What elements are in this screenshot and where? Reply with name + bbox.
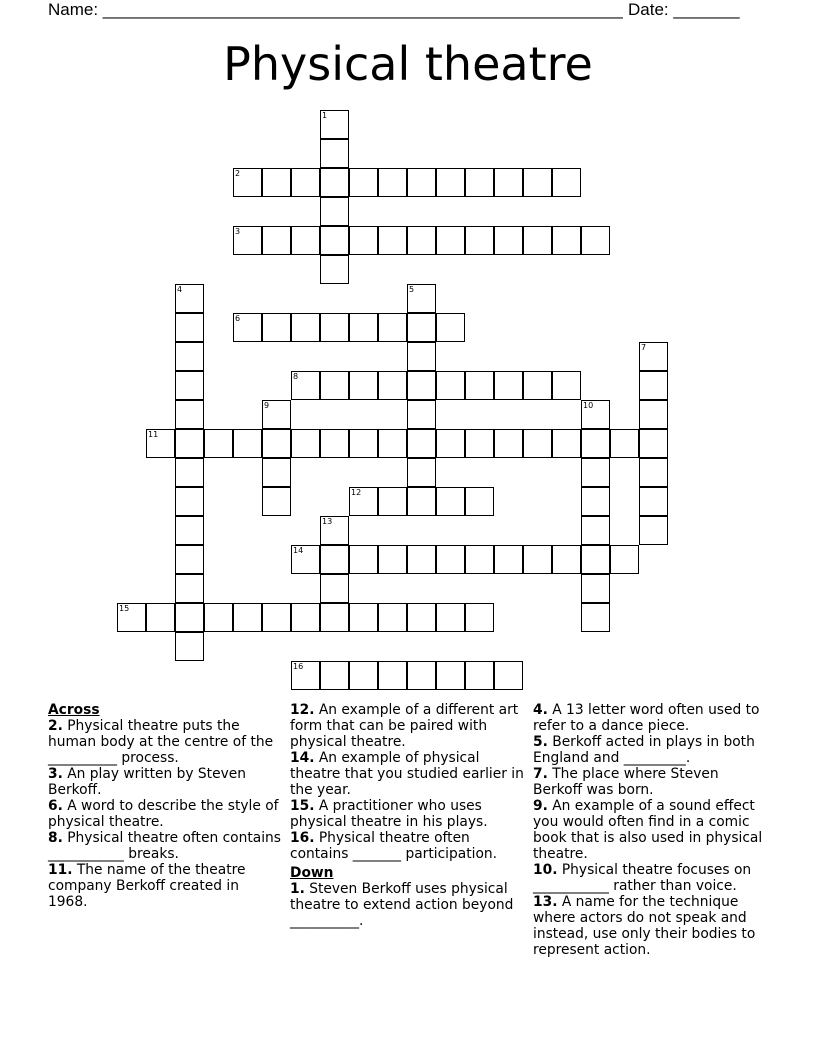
clue-text: The name of the theatre company Berkoff created in 1968. (48, 862, 246, 910)
grid-cell[interactable] (320, 139, 349, 168)
grid-cell[interactable] (349, 168, 378, 197)
grid-cell[interactable] (175, 458, 204, 487)
grid-cell[interactable] (407, 661, 436, 690)
down-heading: Down (290, 865, 334, 881)
clue-text: An play written by Steven Berkoff. (48, 766, 246, 798)
grid-cell[interactable] (320, 516, 349, 545)
cell-number: 15 (119, 604, 130, 613)
grid-cell[interactable] (523, 371, 552, 400)
grid-cell[interactable] (262, 226, 291, 255)
grid-cell[interactable] (291, 429, 320, 458)
grid-cell[interactable] (407, 429, 436, 458)
grid-cell[interactable] (349, 313, 378, 342)
grid-cell[interactable] (552, 168, 581, 197)
grid-cell[interactable] (465, 226, 494, 255)
clue-list-d (533, 702, 769, 958)
clue (48, 862, 282, 910)
clue-number: 7. (533, 766, 548, 782)
grid-cell[interactable] (175, 284, 204, 313)
grid-cell[interactable] (581, 574, 610, 603)
grid-cell[interactable] (552, 226, 581, 255)
grid-cell[interactable] (378, 313, 407, 342)
cell-number: 13 (322, 517, 333, 526)
grid-cell[interactable] (523, 545, 552, 574)
clue-number: 9. (533, 798, 548, 814)
clue-text: A word to describe the style of physical theatre. (48, 798, 279, 830)
grid-cell[interactable] (233, 429, 262, 458)
grid-cell[interactable] (349, 371, 378, 400)
grid-cell[interactable] (436, 545, 465, 574)
clue-number: 1. (290, 881, 305, 897)
grid-cell[interactable] (581, 603, 610, 632)
clue-number: 11. (48, 862, 73, 878)
cell-number: 6 (235, 314, 241, 323)
clue-number: 5. (533, 734, 548, 750)
clue (48, 718, 282, 766)
cell-number: 10 (583, 401, 594, 410)
grid-cell[interactable] (378, 545, 407, 574)
clue-number: 3. (48, 766, 63, 782)
page-title: Physical theatre (223, 37, 593, 91)
grid-cell[interactable] (233, 603, 262, 632)
clue (290, 830, 526, 862)
grid-cell[interactable] (117, 603, 146, 632)
grid-cell[interactable] (378, 168, 407, 197)
grid-cell[interactable] (436, 487, 465, 516)
grid-cell[interactable] (378, 226, 407, 255)
grid-cell[interactable] (175, 313, 204, 342)
clue-list-a (48, 718, 282, 910)
grid-cell[interactable] (349, 545, 378, 574)
grid-cell[interactable] (320, 168, 349, 197)
grid-cell[interactable] (262, 487, 291, 516)
grid-cell[interactable] (291, 226, 320, 255)
grid-cell[interactable] (610, 429, 639, 458)
clue-number: 4. (533, 702, 548, 718)
clue-list-b (290, 702, 526, 862)
cell-number: 8 (293, 372, 299, 381)
grid-cell[interactable] (378, 371, 407, 400)
grid-cell[interactable] (407, 487, 436, 516)
clue-text: Physical theatre puts the human body at the centre of the __________ process. (48, 718, 274, 766)
clue (533, 798, 769, 862)
grid-cell[interactable] (523, 226, 552, 255)
grid-cell[interactable] (175, 545, 204, 574)
grid-cell[interactable] (175, 429, 204, 458)
grid-cell[interactable] (291, 603, 320, 632)
cell-number: 1 (322, 111, 328, 120)
grid-cell[interactable] (291, 545, 320, 574)
grid-cell[interactable] (349, 487, 378, 516)
grid-cell[interactable] (262, 429, 291, 458)
grid-cell[interactable] (407, 313, 436, 342)
clue-text: Physical theatre often contains ___________ breaks. (48, 830, 281, 862)
grid-cell[interactable] (175, 516, 204, 545)
clue-text: Physical theatre often contains _______ participation. (290, 830, 498, 862)
grid-cell[interactable] (436, 429, 465, 458)
grid-cell[interactable] (146, 603, 175, 632)
clue (48, 830, 282, 862)
grid-cell[interactable] (436, 168, 465, 197)
grid-cell[interactable] (436, 661, 465, 690)
grid-cell[interactable] (407, 168, 436, 197)
clue (290, 881, 526, 929)
grid-cell[interactable] (378, 661, 407, 690)
grid-cell[interactable] (639, 371, 668, 400)
grid-cell[interactable] (378, 603, 407, 632)
clue-number: 13. (533, 894, 558, 910)
clue-text: An example of a different art form that can be paired with physical theatre. (290, 702, 519, 750)
grid-cell[interactable] (320, 603, 349, 632)
grid-cell[interactable] (523, 168, 552, 197)
grid-cell[interactable] (320, 429, 349, 458)
grid-cell[interactable] (494, 168, 523, 197)
grid-cell[interactable] (233, 168, 262, 197)
grid-cell[interactable] (262, 313, 291, 342)
clue (290, 702, 526, 750)
grid-cell[interactable] (320, 545, 349, 574)
grid-cell[interactable] (320, 371, 349, 400)
clue-text: An example of a sound effect you would often find in a comic book that is also used in physical theatre. (533, 798, 763, 862)
grid-cell[interactable] (465, 603, 494, 632)
grid-cell[interactable] (407, 458, 436, 487)
grid-cell[interactable] (320, 313, 349, 342)
clue-text: The place where Steven Berkoff was born. (533, 766, 719, 798)
grid-cell[interactable] (320, 226, 349, 255)
clue (533, 734, 769, 766)
grid-cell[interactable] (639, 487, 668, 516)
grid-cell[interactable] (175, 632, 204, 661)
clues-column-3 (533, 702, 769, 958)
grid-cell[interactable] (494, 545, 523, 574)
grid-cell[interactable] (175, 400, 204, 429)
clue-text: A 13 letter word often used to refer to a dance piece. (533, 702, 760, 734)
grid-cell[interactable] (291, 313, 320, 342)
grid-cell[interactable] (639, 458, 668, 487)
clue-number: 16. (290, 830, 315, 846)
grid-cell[interactable] (436, 226, 465, 255)
cell-number: 9 (264, 401, 270, 410)
clue (533, 766, 769, 798)
grid-cell[interactable] (581, 429, 610, 458)
grid-cell[interactable] (262, 400, 291, 429)
cell-number: 3 (235, 227, 241, 236)
grid-cell[interactable] (465, 371, 494, 400)
grid-cell[interactable] (291, 168, 320, 197)
grid-cell[interactable] (436, 371, 465, 400)
grid-cell[interactable] (378, 487, 407, 516)
grid-cell[interactable] (465, 545, 494, 574)
clue-text: A name for the technique where actors do not speak and instead, use only their bodies to represent action. (533, 894, 756, 958)
grid-cell[interactable] (291, 661, 320, 690)
grid-cell[interactable] (175, 574, 204, 603)
grid-cell[interactable] (175, 342, 204, 371)
clue-list-c (290, 881, 526, 929)
grid-cell[interactable] (175, 487, 204, 516)
grid-cell[interactable] (581, 487, 610, 516)
grid-cell[interactable] (436, 313, 465, 342)
clue-text: Steven Berkoff uses physical theatre to extend action beyond __________. (290, 881, 514, 929)
grid-cell[interactable] (639, 400, 668, 429)
grid-cell[interactable] (465, 487, 494, 516)
grid-cell[interactable] (349, 226, 378, 255)
grid-cell[interactable] (204, 603, 233, 632)
grid-cell[interactable] (233, 226, 262, 255)
grid-cell[interactable] (465, 168, 494, 197)
grid-cell[interactable] (320, 661, 349, 690)
grid-cell[interactable] (639, 429, 668, 458)
grid-cell[interactable] (320, 255, 349, 284)
date-line: Date: _______ (628, 0, 740, 19)
grid-cell[interactable] (320, 197, 349, 226)
clue (290, 750, 526, 798)
grid-cell[interactable] (552, 371, 581, 400)
grid-cell[interactable] (610, 545, 639, 574)
grid-cell[interactable] (262, 458, 291, 487)
grid-cell[interactable] (436, 603, 465, 632)
grid-cell[interactable] (233, 313, 262, 342)
grid-cell[interactable] (349, 429, 378, 458)
clue-number: 6. (48, 798, 63, 814)
grid-cell[interactable] (378, 429, 407, 458)
grid-cell[interactable] (494, 371, 523, 400)
grid-cell[interactable] (407, 603, 436, 632)
clue (48, 766, 282, 798)
cell-number: 14 (293, 546, 304, 555)
grid-cell[interactable] (465, 429, 494, 458)
grid-cell[interactable] (349, 603, 378, 632)
cell-number: 4 (177, 285, 183, 294)
grid-cell[interactable] (262, 603, 291, 632)
cell-number: 7 (641, 343, 647, 352)
clue-number: 8. (48, 830, 63, 846)
cell-number: 11 (148, 430, 159, 439)
grid-cell[interactable] (204, 429, 233, 458)
grid-cell[interactable] (407, 400, 436, 429)
clue-text: Physical theatre focuses on ___________ rather than voice. (533, 862, 752, 894)
grid-cell[interactable] (349, 661, 378, 690)
grid-cell[interactable] (407, 342, 436, 371)
cell-number: 12 (351, 488, 362, 497)
cell-number: 16 (293, 662, 304, 671)
grid-cell[interactable] (262, 168, 291, 197)
grid-cell[interactable] (494, 661, 523, 690)
grid-cell[interactable] (407, 545, 436, 574)
clue-number: 12. (290, 702, 315, 718)
grid-cell[interactable] (175, 371, 204, 400)
grid-cell[interactable] (639, 516, 668, 545)
grid-cell[interactable] (407, 226, 436, 255)
grid-cell[interactable] (494, 429, 523, 458)
clue-text: Berkoff acted in plays in both England and _________. (533, 734, 755, 766)
cell-number: 5 (409, 285, 415, 294)
grid-cell[interactable] (407, 371, 436, 400)
grid-cell[interactable] (581, 545, 610, 574)
grid-cell[interactable] (465, 661, 494, 690)
across-heading: Across (48, 702, 100, 718)
grid-cell[interactable] (146, 429, 175, 458)
grid-cell[interactable] (639, 342, 668, 371)
grid-cell[interactable] (494, 226, 523, 255)
grid-cell[interactable] (552, 545, 581, 574)
clues-column-1 (48, 702, 282, 910)
grid-cell[interactable] (581, 516, 610, 545)
clues-column-2 (290, 702, 526, 929)
clue (533, 702, 769, 734)
clue-text: A practitioner who uses physical theatre in his plays. (290, 798, 488, 830)
grid-cell[interactable] (552, 429, 581, 458)
clue (533, 862, 769, 894)
clue (290, 798, 526, 830)
clue-text: An example of physical theatre that you studied earlier in the year. (290, 750, 524, 798)
grid-cell[interactable] (523, 429, 552, 458)
grid-cell[interactable] (407, 284, 436, 313)
clue-number: 15. (290, 798, 315, 814)
grid-cell[interactable] (175, 603, 204, 632)
clue (48, 798, 282, 830)
clue-number: 14. (290, 750, 315, 766)
grid-cell[interactable] (581, 400, 610, 429)
grid-cell[interactable] (320, 110, 349, 139)
grid-cell[interactable] (581, 226, 610, 255)
name-line: Name: _______________________________________________________ (48, 0, 623, 19)
clue-number: 2. (48, 718, 63, 734)
grid-cell[interactable] (581, 458, 610, 487)
clue (533, 894, 769, 958)
grid-cell[interactable] (291, 371, 320, 400)
cell-number: 2 (235, 169, 241, 178)
clue-number: 10. (533, 862, 558, 878)
grid-cell[interactable] (320, 574, 349, 603)
